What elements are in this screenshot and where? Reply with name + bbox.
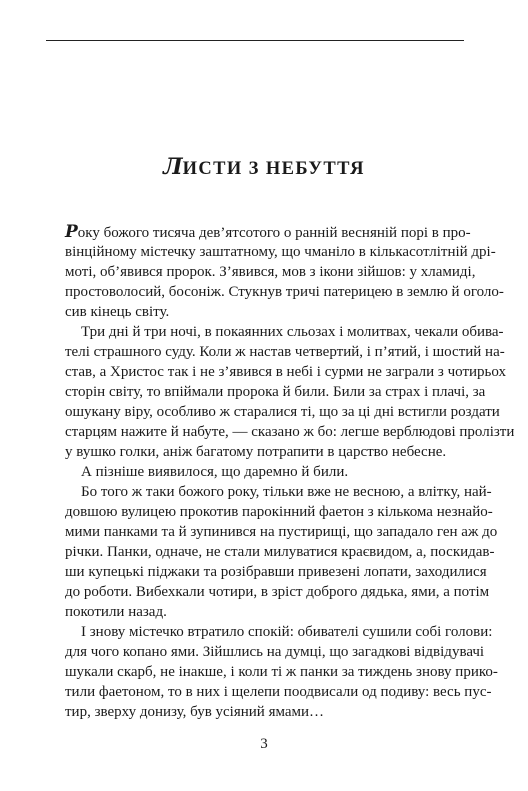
text-line: Бо того ж таки божого року, тільки вже не весною, а влітку, най- [81, 484, 492, 500]
text-line: шукали скарб, не інакше, і коли ті ж панки за тиждень знову прико- [65, 664, 498, 680]
text-line: тили фаетоном, то в них і щелепи поодвисали од подиву: весь пус- [65, 684, 492, 700]
text-line: телі страшного суду. Коли ж настав четвертий, і п’ятий, і шостий на- [65, 344, 505, 360]
text-line: Року божого тисяча дев’ятсотого о ранній весняній порі в про- [65, 222, 471, 242]
text-line: моті, об’явився пророк. З’явився, мов з ікони зійшов: у хламиді, [65, 264, 476, 280]
text-line: простоволосий, босоніж. Стукнув тричі патерицею в землю й оголо- [65, 284, 504, 300]
chapter-title-initial: Л [163, 154, 183, 180]
text-line: тир, зверху донизу, був усіяний ямами… [65, 704, 325, 720]
text-line: у вушко голки, аніж багатому потрапити в царство небесне. [65, 444, 447, 460]
text-line: довшою вулицею прокотив парокінний фаетон з кількома незнайо- [65, 504, 493, 520]
text-line: став, а Христос так і не з’явився в небі і сурми не заграли з чотирьох [65, 364, 506, 380]
text-line: сторін світу, то впіймали пророка й били. Били за страх і плачі, за [65, 384, 486, 400]
text-line: сив кінець світу. [65, 304, 170, 320]
text-line: Три дні й три ночі, в покаянних сльозах і молитвах, чекали обива- [81, 324, 504, 340]
text-line: покотили назад. [65, 604, 167, 620]
text-line: для чого копано ями. Зійшлись на думці, що загадкові відвідувачі [65, 644, 485, 660]
text-line: ши купецькі піджаки та розібравши привезені лопати, заходилися [65, 564, 487, 580]
chapter-title-text: ИСТИ З НЕБУТТЯ [182, 159, 365, 179]
text-line: вінційному містечку заштатному, що чманіло в кількасотлітній дрі- [65, 244, 496, 260]
text-line: І знову містечко втратило спокій: обивателі сушили собі голови: [81, 624, 493, 640]
text-line: А пізніше виявилося, що даремно й били. [81, 464, 349, 480]
chapter-title [0, 154, 528, 180]
text-line: до роботи. Вибехкали чотири, в зріст доброго дядька, ями, а потім [65, 584, 490, 600]
header-rule [46, 40, 464, 41]
text-line: ошукану віру, особливо ж старалися ті, що за ці дні встигли роздати [65, 404, 500, 420]
page-number: 3 [260, 736, 268, 752]
drop-cap: Р [65, 222, 78, 242]
text-line: мими панками та й зупинився на пустирищі, що западало ген аж до [65, 524, 498, 540]
text-line: старцям нажите й набуте, — сказано ж бо: легше верблюдові пролізти [65, 424, 515, 440]
text-line: річки. Панки, одначе, не стали милуватися краєвидом, а, поскидав- [65, 544, 495, 560]
